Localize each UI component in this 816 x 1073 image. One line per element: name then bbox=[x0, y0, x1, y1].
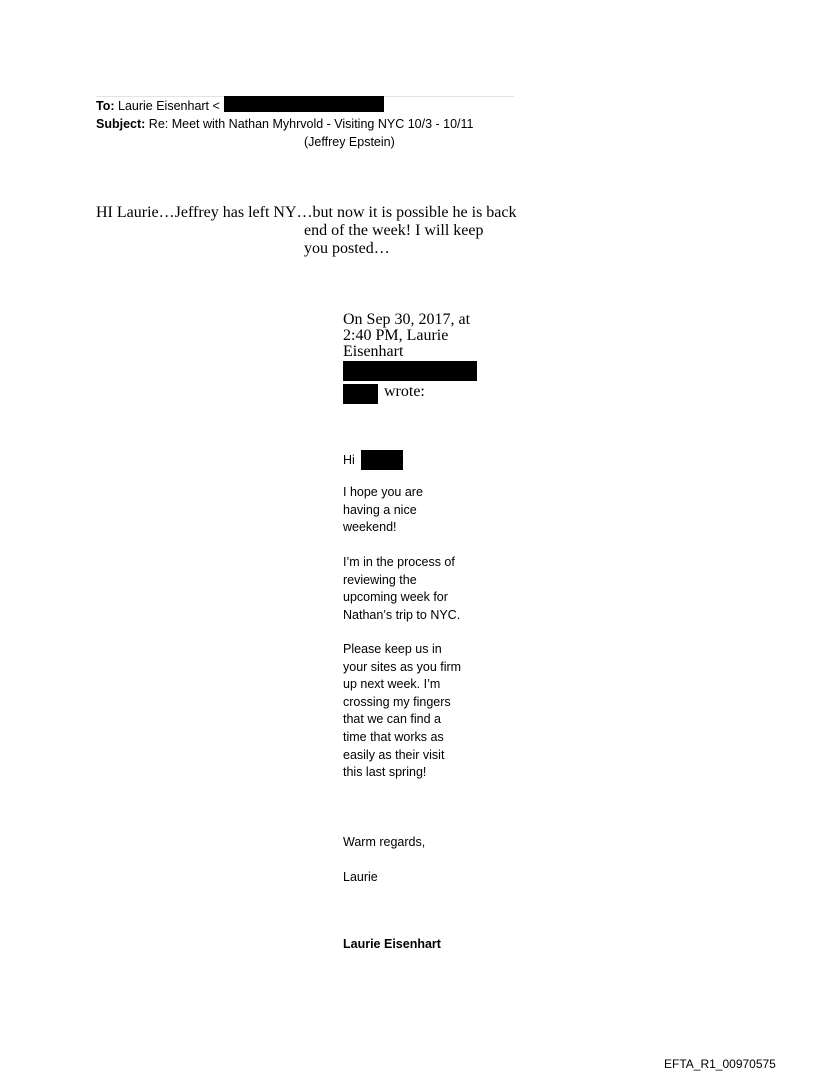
text-line: reviewing the bbox=[343, 572, 417, 587]
attribution-wrote: wrote: bbox=[384, 383, 425, 400]
text-line: I’m in the process of bbox=[343, 555, 455, 569]
text-line: easily as their visit bbox=[343, 747, 445, 762]
paragraph-3 bbox=[343, 641, 461, 782]
to-value: Laurie Eisenhart < bbox=[118, 99, 220, 113]
signature: Laurie Eisenhart bbox=[343, 937, 441, 951]
reply-line-1: HI Laurie…Jeffrey has left NY…but now it is possible he is back bbox=[96, 204, 517, 221]
to-label: To: bbox=[96, 99, 115, 113]
text-line: that we can find a bbox=[343, 712, 441, 727]
text-line: crossing my fingers bbox=[343, 694, 451, 709]
redaction-box bbox=[224, 96, 384, 112]
subject-value: Re: Meet with Nathan Myhrvold - Visiting NYC 10/3 - 10/11 bbox=[148, 117, 474, 131]
attribution-line-3: Eisenhart bbox=[343, 343, 404, 360]
text-line: I hope you are bbox=[343, 485, 423, 499]
text-line: weekend! bbox=[343, 520, 397, 535]
closing: Warm regards, bbox=[343, 835, 426, 849]
reply-line-3: you posted… bbox=[304, 240, 390, 257]
attribution-line-2: 2:40 PM, Laurie bbox=[343, 327, 449, 344]
text-line: upcoming week for bbox=[343, 590, 448, 605]
subject-line bbox=[96, 116, 473, 132]
text-line: this last spring! bbox=[343, 765, 427, 780]
text-line: Please keep us in bbox=[343, 642, 442, 656]
paragraph-2 bbox=[343, 554, 460, 624]
attribution-line-1: On Sep 30, 2017, at bbox=[343, 311, 471, 328]
text-line: up next week. I’m bbox=[343, 677, 441, 692]
text-line: Nathan’s trip to NYC. bbox=[343, 607, 461, 622]
subject-label: Subject: bbox=[96, 117, 146, 131]
sender-name: Laurie bbox=[343, 870, 378, 884]
to-line bbox=[96, 98, 220, 114]
text-line: time that works as bbox=[343, 729, 444, 744]
redaction-box bbox=[361, 450, 403, 470]
subject-continuation: (Jeffrey Epstein) bbox=[304, 135, 395, 149]
paragraph-1 bbox=[343, 484, 423, 537]
text-line: having a nice bbox=[343, 502, 417, 517]
reply-line-2: end of the week! I will keep bbox=[304, 222, 484, 239]
text-line: your sites as you firm bbox=[343, 659, 462, 674]
redaction-box bbox=[343, 384, 378, 404]
redaction-box bbox=[343, 361, 477, 381]
greeting: Hi bbox=[343, 453, 355, 467]
document-id: EFTA_R1_00970575 bbox=[664, 1057, 776, 1071]
